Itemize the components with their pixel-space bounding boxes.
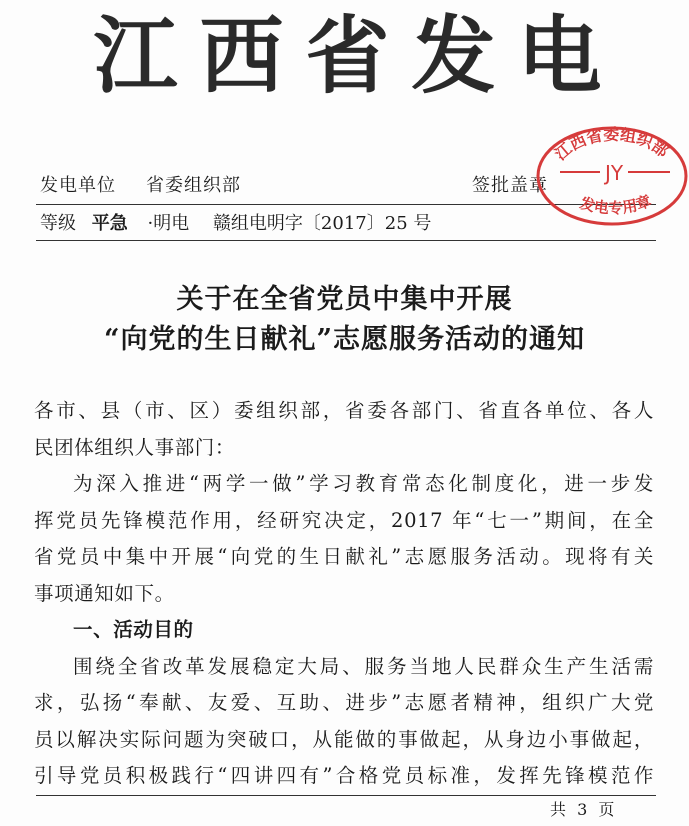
paragraph-line: 员以解决实际问题为突破口，从能做的事做起，从身边小事做起， [34, 727, 654, 751]
seal-top-text: 江西省委组织部 [551, 124, 673, 164]
document-body [34, 393, 654, 795]
section-heading: 一、活动目的 [73, 618, 194, 641]
seal-center-text: JY [604, 161, 624, 185]
paragraph-line: 挥党员先锋模范作用，经研究决定，2017 年“七一”期间，在全 [34, 508, 654, 532]
paragraph-line: 围绕全省改革发展稳定大局、服务当地人民群众生产生活需 [73, 654, 654, 678]
document-title-line-2: “向党的生日献礼”志愿服务活动的通知 [103, 324, 586, 355]
paragraph-line: 求，弘扬“奉献、友爱、互助、进步”志愿者精神，组织广大党 [34, 691, 654, 714]
salutation-line: 各市、县（市、区）委组织部，省委各部门、省直各单位、各人 [34, 399, 654, 422]
paragraph-line: 引导党员积极践行“四讲四有”合格党员标准，发挥先锋模范作 [34, 764, 654, 787]
paragraph-line: 为深入推进“两学一做”学习教育常态化制度化，进一步发 [73, 472, 654, 495]
cipher-value: ·明电 [147, 213, 190, 234]
document-title-line-1: 关于在全省党员中集中开展 [176, 284, 513, 315]
page-count: 共 3 页 [550, 800, 618, 819]
grade-row [40, 212, 441, 236]
sign-label: 签批盖章 [472, 175, 548, 196]
seal-bottom-text: 发电专用章 [577, 191, 654, 218]
grade-label: 等级 [40, 213, 76, 234]
grade-value: 平急 [91, 213, 128, 234]
header-divider-bottom [36, 240, 656, 241]
document-number: 赣组电明字〔2017〕25 号 [212, 213, 432, 234]
footer-divider [36, 795, 656, 796]
masthead-title: 江西省发电 [93, 6, 624, 105]
salutation-line: 民团体组织人事部门： [34, 435, 236, 459]
paragraph-line: 省党员中集中开展“向党的生日献礼”志愿服务活动。现将有关 [34, 545, 654, 568]
official-seal [532, 118, 689, 226]
sender-value: 省委组织部 [146, 175, 241, 196]
paragraph-line: 事项通知如下。 [34, 581, 175, 605]
sender-label: 发电单位 [40, 175, 116, 196]
